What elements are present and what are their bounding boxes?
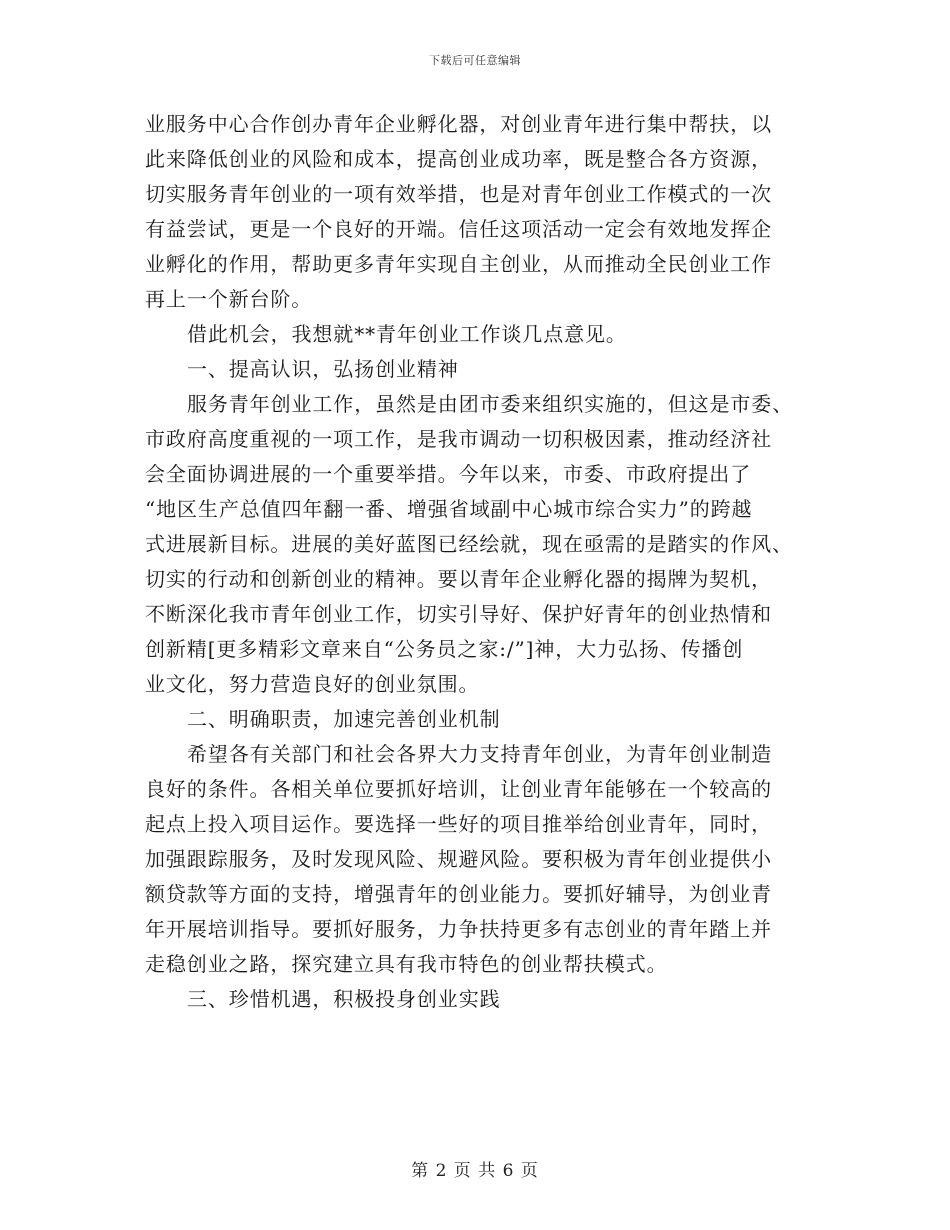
paragraph-intro-continued xyxy=(145,107,825,317)
heading-line: 三、珍惜机遇，积极投身创业实践 xyxy=(187,987,501,1011)
text-line: 再上一个新台阶。 xyxy=(145,287,313,311)
text-line: 加强跟踪服务，及时发现风险、规避风险。要积极为青年创业提供小 xyxy=(145,847,772,871)
text-line: 借此机会，我想就**青年创业工作谈几点意见。 xyxy=(187,322,627,346)
text-line: 业文化，努力营造良好的创业氛围。 xyxy=(145,672,480,696)
text-line: 业孵化的作用，帮助更多青年实现自主创业，从而推动全民创业工作 xyxy=(145,252,772,276)
paragraph-opinion-intro xyxy=(145,317,825,352)
text-line: 起点上投入项目运作。要选择一些好的项目推举给创业青年，同时， xyxy=(145,812,772,836)
page-number-footer: 第 2 页 共 6 页 xyxy=(411,1161,539,1181)
text-line: 创新精[更多精彩文章来自“公务员之家:/”]神，大力弘扬、传播创 xyxy=(145,637,744,661)
text-line: 切实的行动和创新创业的精神。要以青年企业孵化器的揭牌为契机， xyxy=(145,567,772,591)
paragraph-section-2 xyxy=(145,737,825,982)
text-line: 希望各有关部门和社会各界大力支持青年创业，为青年创业制造 xyxy=(187,742,773,766)
heading-line: 一、提高认识，弘扬创业精神 xyxy=(187,357,459,381)
text-line: 式进展新目标。进展的美好蓝图已经绘就，现在亟需的是踏实的作风、 xyxy=(145,532,793,556)
text-line: 市政府高度重视的一项工作，是我市调动一切积极因素，推动经济社 xyxy=(145,427,772,451)
text-line: 有益尝试，更是一个良好的开端。信任这项活动一定会有效地发挥企 xyxy=(145,217,772,241)
section-heading-3 xyxy=(145,982,825,1017)
text-line: 额贷款等方面的支持，增强青年的创业能力。要抓好辅导，为创业青 xyxy=(145,882,772,906)
section-heading-2 xyxy=(145,702,825,737)
text-line: 会全面协调进展的一个重要举措。今年以来，市委、市政府提出了 xyxy=(145,462,752,486)
text-line: “地区生产总值四年翻一番、增强省域副中心城市综合实力”的跨越 xyxy=(145,497,753,521)
text-line: 良好的条件。各相关单位要抓好培训，让创业青年能够在一个较高的 xyxy=(145,777,772,801)
text-line: 年开展培训指导。要抓好服务，力争扶持更多有志创业的青年踏上并 xyxy=(145,917,772,941)
paragraph-section-1 xyxy=(145,387,825,702)
document-body xyxy=(145,107,825,1017)
text-line: 业服务中心合作创办青年企业孵化器，对创业青年进行集中帮扶，以 xyxy=(145,112,772,136)
heading-line: 二、明确职责，加速完善创业机制 xyxy=(187,707,501,731)
text-line: 服务青年创业工作，虽然是由团市委来组织实施的，但这是市委、 xyxy=(187,392,794,416)
text-line: 不断深化我市青年创业工作，切实引导好、保护好青年的创业热情和 xyxy=(145,602,772,626)
text-line: 切实服务青年创业的一项有效举措，也是对青年创业工作模式的一次 xyxy=(145,182,772,206)
text-line: 此来降低创业的风险和成本，提高创业成功率，既是整合各方资源， xyxy=(145,147,772,171)
page-header: 下载后可任意编辑 xyxy=(429,54,521,67)
section-heading-1 xyxy=(145,352,825,387)
text-line: 走稳创业之路，探究建立具有我市特色的创业帮扶模式。 xyxy=(145,952,668,976)
